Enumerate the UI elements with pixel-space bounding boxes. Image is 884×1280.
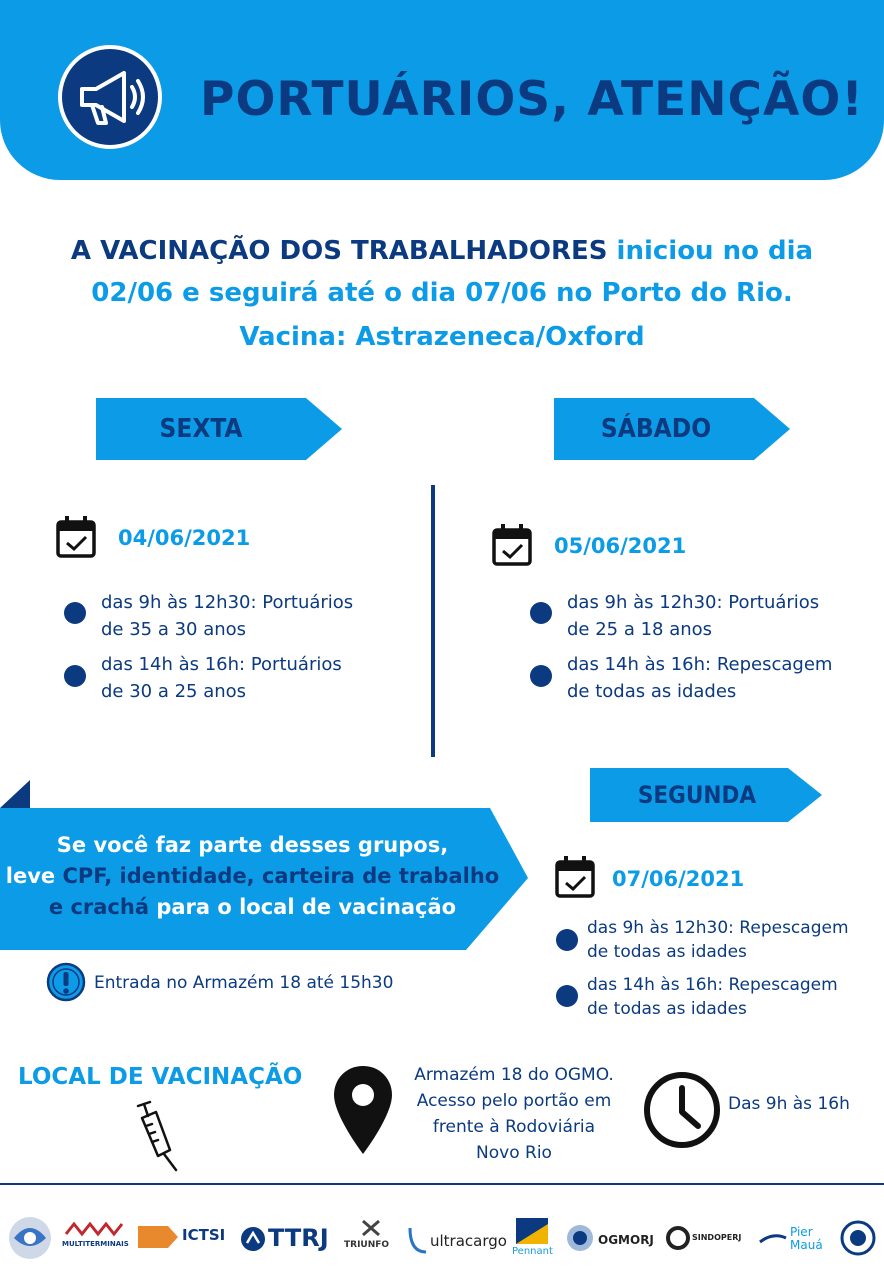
day-tag-segunda	[590, 768, 822, 822]
logo-multiterminais: MULTITERMINAIS	[62, 1240, 129, 1248]
day-tag-sexta	[96, 398, 342, 460]
day-tag-label: SEGUNDA	[637, 781, 757, 809]
location-pin-icon	[332, 1064, 394, 1156]
multiterminais-logo-mark	[64, 1220, 126, 1238]
date-sexta: 04/06/2021	[118, 526, 251, 550]
location-address: Armazém 18 do OGMO. Acesso pelo portão em frente à Rodoviária Novo Rio	[414, 1065, 614, 1163]
alert-icon	[46, 962, 86, 1002]
intro-text	[40, 230, 844, 314]
megaphone-icon	[58, 45, 162, 149]
triunfo-logo-mark	[360, 1218, 382, 1238]
schedule-item: das 9h às 12h30: Portuários de 35 a 30 anos	[101, 592, 354, 640]
calendar-check-icon	[56, 516, 96, 558]
page-title: PORTUÁRIOS, ATENÇÃO!	[200, 72, 864, 127]
clock-icon	[642, 1070, 722, 1150]
intro-highlight: A VACINAÇÃO DOS TRABALHADORES	[70, 236, 608, 266]
sindoperj-logo-mark	[666, 1226, 690, 1250]
anchor-seal-logo	[840, 1220, 876, 1256]
logo-ultracargo: ultracargo	[430, 1232, 507, 1250]
logo-triunfo: TRIUNFO	[344, 1240, 390, 1250]
bullet-dot	[556, 985, 578, 1007]
calendar-check-icon	[492, 524, 532, 566]
location-title: LOCAL DE VACINAÇÃO	[18, 1064, 303, 1090]
bullet-dot	[556, 929, 578, 951]
pennant-logo-mark	[516, 1218, 548, 1244]
bullet-dot	[64, 665, 86, 687]
pier-maua-logo-mark	[758, 1232, 788, 1246]
date-segunda: 07/06/2021	[612, 867, 745, 891]
requirements-text: Se você faz parte desses grupos, leve CPF, identidade, carteira de trabalho e crachá para o local de vacinação	[5, 833, 500, 919]
intro-line1: iniciou no dia	[616, 236, 814, 266]
calendar-check-icon	[555, 856, 595, 898]
ttrj-logo-mark	[240, 1226, 266, 1252]
date-sabado: 05/06/2021	[554, 534, 687, 558]
bullet-dot	[64, 602, 86, 624]
logo-sindoperj: SINDOPERJ	[692, 1233, 742, 1242]
schedule-item: das 9h às 12h30: Portuários de 25 a 18 anos	[567, 592, 820, 640]
ictsi-logo-mark	[138, 1224, 178, 1250]
logo-pennant: Pennant	[512, 1246, 553, 1257]
ogmo-logo-mark	[566, 1224, 594, 1252]
day-tag-label: SEXTA	[159, 414, 243, 444]
ultracargo-logo-mark	[406, 1224, 430, 1256]
location-hours: Das 9h às 16h	[728, 1094, 850, 1114]
bullet-dot	[530, 665, 552, 687]
bullet-dot	[530, 602, 552, 624]
logo-ttrj: TTRJ	[268, 1224, 329, 1252]
schedule-item: das 14h às 16h: Repescagem de todas as idades	[587, 975, 838, 1019]
schedule-item: das 9h às 12h30: Repescagem de todas as idades	[587, 918, 849, 962]
syringe-icon	[132, 1100, 182, 1172]
logo-ogmorj: OGMORJ	[598, 1233, 654, 1247]
entry-note: Entrada no Armazém 18 até 15h30	[94, 973, 394, 993]
intro-line2: 02/06 e seguirá até o dia 07/06 no Porto do Rio.	[91, 278, 793, 308]
logo-pier-maua: Pier Mauá	[790, 1225, 823, 1252]
schedule-item: das 14h às 16h: Repescagem de todas as idades	[567, 654, 833, 702]
schedule-item: das 14h às 16h: Portuários de 30 a 25 anos	[101, 654, 342, 702]
day-tag-sabado	[554, 398, 790, 460]
logo-ictsi: ICTSI	[182, 1226, 226, 1244]
footer-divider	[0, 1183, 884, 1185]
union-seal-logo	[8, 1214, 52, 1262]
vaccine-name: Vacina: Astrazeneca/Oxford	[239, 322, 645, 352]
column-divider	[431, 485, 435, 757]
day-tag-label: SÁBADO	[600, 414, 712, 444]
